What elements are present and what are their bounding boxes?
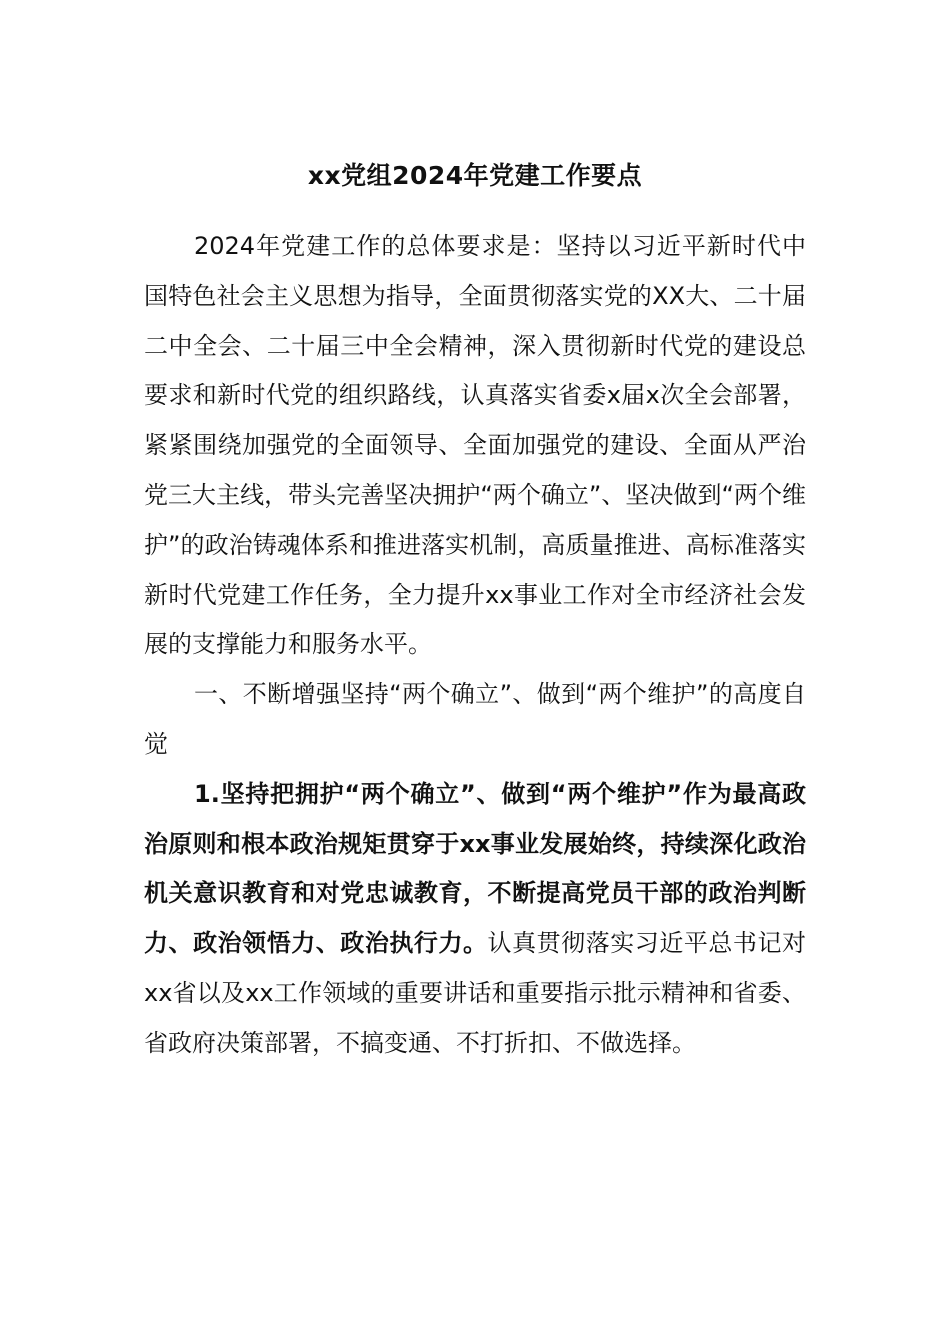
document-title: xx党组2024年党建工作要点 — [307, 161, 643, 190]
item-paragraph — [144, 770, 806, 1069]
intro-paragraph: 2024年党建工作的总体要求是：坚持以习近平新时代中国特色社会主义思想为指导，全面贯彻落实党的XX大、二十届二中全会、二十届三中全会精神，深入贯彻新时代党的建设总要求和新时代党的组织路线，认真落实省委x届x次全会部署，紧紧围绕加强党的全面领导、全面加强党的建设、全面从严治党三大主线，带头完善坚决拥护“两个确立”、坚决做到“两个维护”的政治铸魂体系和推进落实机制，高质量推进、高标准落实新时代党建工作任务，全力提升xx事业工作对全市经济社会发展的支撑能力和服务水平。 — [144, 232, 806, 659]
document-page — [144, 150, 806, 1069]
section-heading: 一、不断增强坚持“两个确立”、做到“两个维护”的高度自觉 — [144, 680, 806, 758]
item-body-text: 认真贯彻落实习近平总书记对xx省以及xx工作领域的重要讲话和重要指示批示精神和省委、省政府决策部署，不搞变通、不打折扣、不做选择。 — [144, 929, 807, 1057]
item-lead-text: 1.坚持把拥护“两个确立”、做到“两个维护”作为最高政治原则和根本政治规矩贯穿于xx事业发展始终，持续深化政治机关意识教育和对党忠诚教育，不断提高党员干部的政治判断力、政治领悟力、政治执行力。 — [144, 779, 806, 958]
